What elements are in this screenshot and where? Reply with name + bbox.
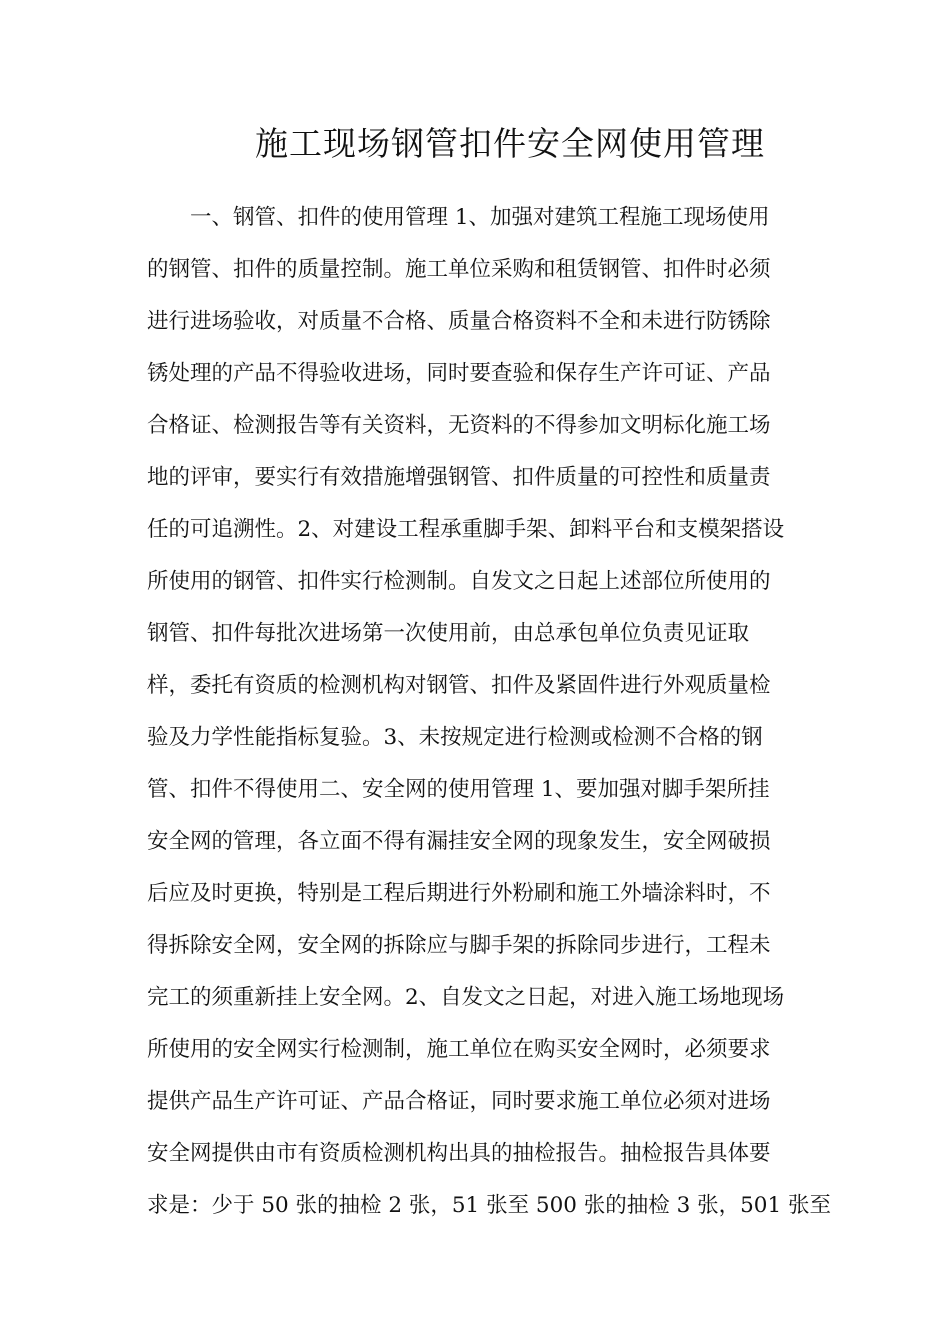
paragraph-line: 地的评审，要实行有效措施增强钢管、扣件质量的可控性和质量责	[147, 465, 771, 490]
paragraph-line: 得拆除安全网，安全网的拆除应与脚手架的拆除同步进行，工程未	[147, 933, 771, 958]
paragraph-line: 管、扣件不得使用二、安全网的使用管理 1、要加强对脚手架所挂	[147, 777, 770, 802]
paragraph-line: 的钢管、扣件的质量控制。施工单位采购和租赁钢管、扣件时必须	[147, 257, 771, 282]
paragraph-line: 钢管、扣件每批次进场第一次使用前，由总承包单位负责见证取	[147, 621, 750, 646]
paragraph-line: 安全网提供由市有资质检测机构出具的抽检报告。抽检报告具体要	[147, 1141, 771, 1166]
paragraph-line: 所使用的钢管、扣件实行检测制。自发文之日起上述部位所使用的	[147, 569, 771, 594]
paragraph-line: 一、钢管、扣件的使用管理 1、加强对建筑工程施工现场使用	[147, 205, 770, 230]
paragraph-line: 样，委托有资质的检测机构对钢管、扣件及紧固件进行外观质量检	[147, 673, 771, 698]
paragraph-line: 验及力学性能指标复验。3、未按规定进行检测或检测不合格的钢	[147, 725, 763, 750]
document-body	[147, 192, 831, 1232]
paragraph-line: 锈处理的产品不得验收进场，同时要查验和保存生产许可证、产品	[147, 361, 771, 386]
paragraph-line: 后应及时更换，特别是工程后期进行外粉刷和施工外墙涂料时，不	[147, 881, 771, 906]
paragraph-line: 完工的须重新挂上安全网。2、自发文之日起，对进入施工场地现场	[147, 985, 785, 1010]
paragraph-line: 安全网的管理，各立面不得有漏挂安全网的现象发生，安全网破损	[147, 829, 771, 854]
paragraph-line: 任的可追溯性。2、对建设工程承重脚手架、卸料平台和支模架搭设	[147, 517, 785, 542]
document-title: 施工现场钢管扣件安全网使用管理	[255, 124, 765, 163]
paragraph-line: 求是：少于 50 张的抽检 2 张，51 张至 500 张的抽检 3 张，501 张至	[147, 1193, 831, 1218]
paragraph-line: 合格证、检测报告等有关资料，无资料的不得参加文明标化施工场	[147, 413, 771, 438]
paragraph-line: 所使用的安全网实行检测制，施工单位在购买安全网时，必须要求	[147, 1037, 771, 1062]
paragraph-line: 进行进场验收，对质量不合格、质量合格资料不全和未进行防锈除	[147, 309, 771, 334]
paragraph-line: 提供产品生产许可证、产品合格证，同时要求施工单位必须对进场	[147, 1089, 771, 1114]
